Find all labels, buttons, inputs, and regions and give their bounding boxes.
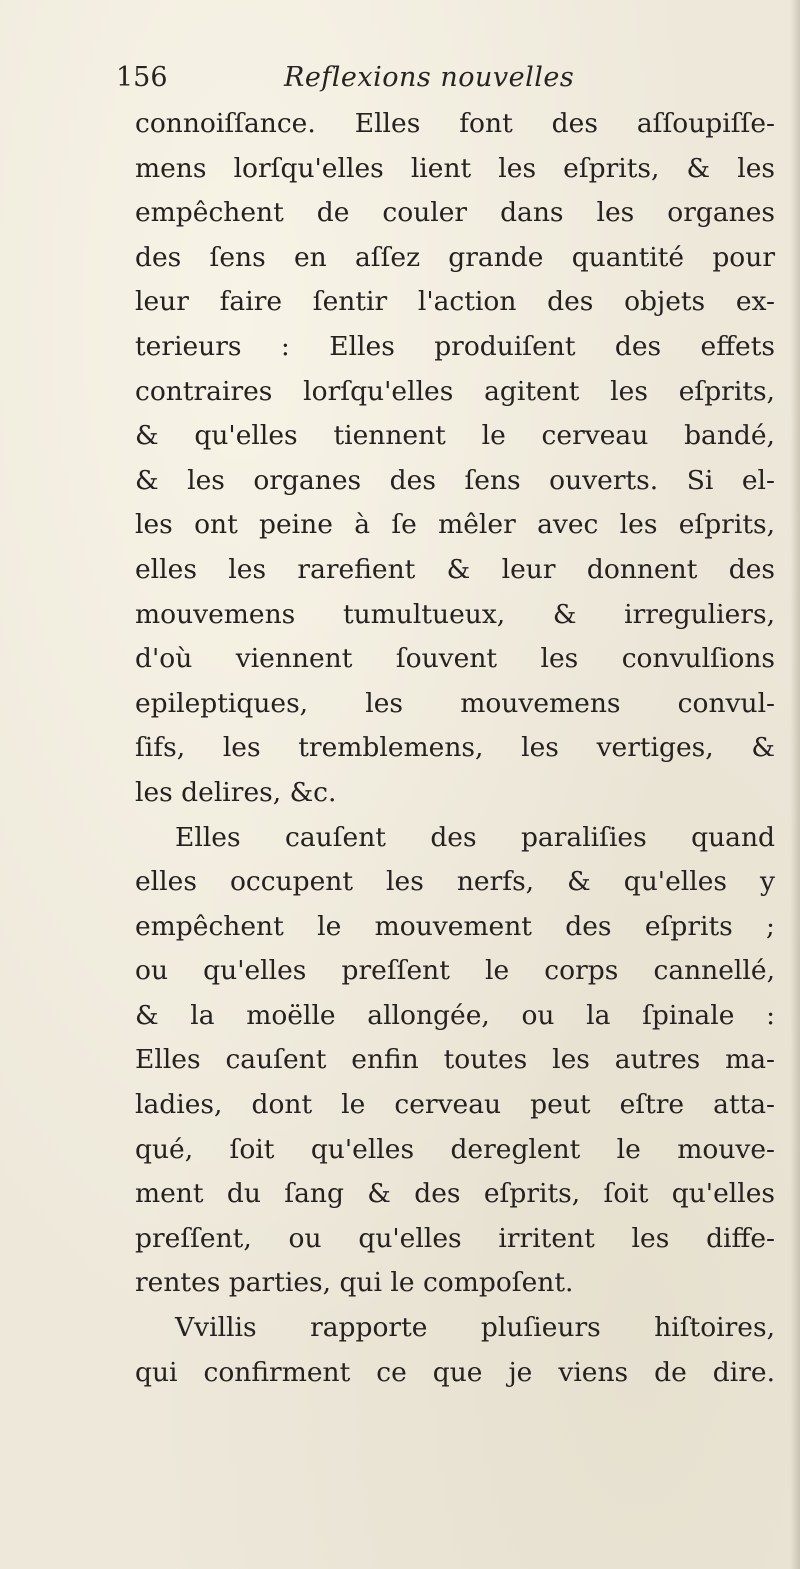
text-line: ment du ſang & des eſprits, ſoit qu'elles [135, 1178, 775, 1210]
text-line: Elles cauſent enfin toutes les autres ma- [135, 1044, 775, 1076]
page-edge-shadow [790, 0, 800, 1569]
text-line: leur faire ſentir l'action des objets ex- [135, 286, 775, 318]
body-text [135, 102, 775, 1395]
paragraph-start-line: Vvillis rapporte pluſieurs hiſtoires, [175, 1312, 775, 1344]
running-title: Reflexions nouvelles [284, 62, 575, 93]
text-line: ſifs, les tremblemens, les vertiges, & [135, 732, 775, 764]
text-line: epileptiques, les mouvemens convul- [135, 687, 775, 719]
text-line: mens lorſqu'elles lient les eſprits, & les [135, 152, 775, 184]
text-line: empêchent de couler dans les organes [135, 197, 775, 229]
paragraph-end-line: les delires, &c. [135, 776, 337, 808]
page-header [116, 62, 756, 102]
text-line: & les organes des ſens ouverts. Si el- [135, 464, 775, 496]
text-line: & qu'elles tiennent le cerveau bandé, [135, 420, 775, 452]
text-line: empêchent le mouvement des eſprits ; [135, 910, 775, 942]
text-line: des ſens en aſſez grande quantité pour [135, 241, 775, 273]
text-line: terieurs : Elles produiſent des effets [135, 330, 775, 362]
text-line: ou qu'elles preſſent le corps cannellé, [135, 955, 775, 987]
page-number: 156 [116, 62, 168, 93]
text-line: & la moëlle allongée, ou la ſpinale : [135, 999, 775, 1031]
text-line: les ont peine à ſe mêler avec les eſprits, [135, 509, 775, 541]
text-line: mouvemens tumultueux, & irreguliers, [135, 598, 775, 630]
paragraph-end-line: rentes parties, qui le compoſent. [135, 1267, 574, 1299]
text-line: elles les rarefient & leur donnent des [135, 553, 775, 585]
text-line: contraires lorſqu'elles agitent les eſprits, [135, 375, 775, 407]
text-line: preſſent, ou qu'elles irritent les diffe- [135, 1222, 775, 1254]
text-line: elles occupent les nerfs, & qu'elles y [135, 866, 775, 898]
paragraph-start-line: Elles cauſent des paraliſies quand [175, 821, 775, 853]
text-line: d'où viennent ſouvent les convulſions [135, 643, 775, 675]
text-line: connoiſſance. Elles font des aſſoupiſſe- [135, 108, 775, 139]
text-line: ladies, dont le cerveau peut eſtre atta- [135, 1089, 775, 1121]
text-line: qui confirment ce que je viens de dire. [135, 1356, 775, 1388]
text-line: qué, ſoit qu'elles dereglent le mouve- [135, 1133, 775, 1165]
